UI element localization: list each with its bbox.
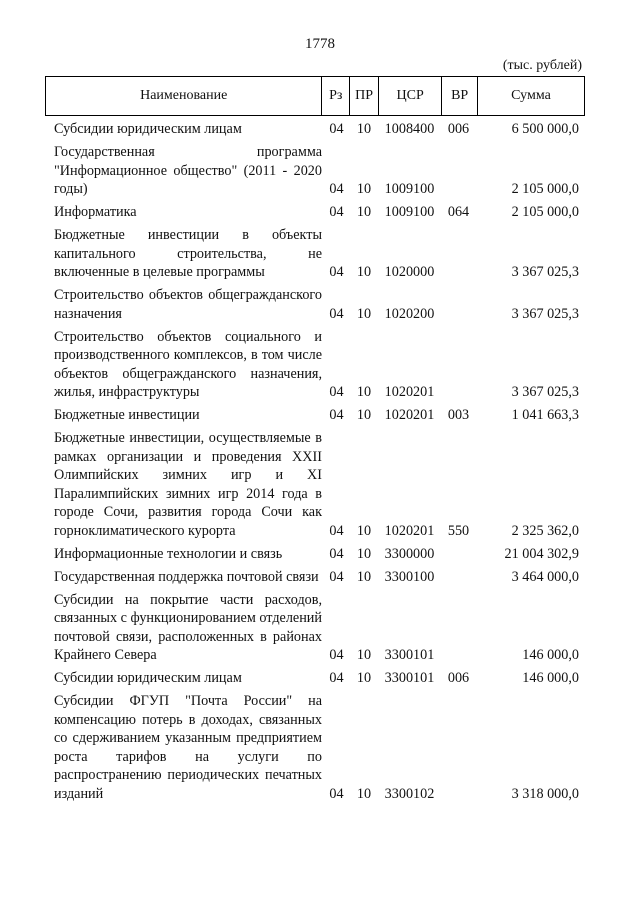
table-row <box>45 545 585 564</box>
row-pr: 10 <box>356 121 372 137</box>
header-csr: ЦСР <box>378 77 441 115</box>
row-name: Государственная поддержка почтовой связи <box>54 568 319 585</box>
row-pr: 10 <box>356 545 372 562</box>
row-vr: 003 <box>447 407 470 423</box>
row-rz: 04 <box>329 647 344 663</box>
header-name: Наименование <box>140 88 228 103</box>
row-rz: 04 <box>329 121 344 137</box>
row-csr: 3300000 <box>384 545 435 562</box>
row-sum: 6 500 000,0 <box>511 121 579 137</box>
row-pr: 10 <box>356 384 372 400</box>
row-name: Бюджетные инвестиции, осуществляемые в рамках организации и проведения XXII Олимпийских зимних игр и XI Паралимпийских зимних игр 2014 года в городе Сочи, развития города Сочи как горноклиматического курорта <box>54 430 322 539</box>
row-sum: 21 004 302,9 <box>504 545 579 562</box>
header-vr: ВР <box>441 77 477 115</box>
row-name: Субсидии ФГУП "Почта России" на компенсацию потерь в доходах, связанных со сдерживанием указанным предприятием роста тарифов на услуги по распространению периодических печатных изданий <box>54 693 322 802</box>
row-pr: 10 <box>356 522 372 539</box>
row-sum: 2 325 362,0 <box>511 522 579 539</box>
table-row <box>45 406 585 425</box>
budget-table <box>45 76 585 808</box>
row-rz: 04 <box>329 522 344 539</box>
table-row <box>45 591 585 665</box>
header-sum: Сумма <box>477 77 584 115</box>
row-pr: 10 <box>356 264 372 280</box>
row-csr: 1008400 <box>384 121 435 137</box>
table-row <box>45 692 585 803</box>
row-rz: 04 <box>329 384 344 400</box>
units-note: (тыс. рублей) <box>502 58 582 73</box>
row-csr: 1020201 <box>384 407 435 423</box>
row-csr: 1009100 <box>384 181 435 197</box>
row-sum: 2 105 000,0 <box>511 181 579 197</box>
row-rz: 04 <box>329 545 344 562</box>
row-csr: 1020201 <box>384 384 435 400</box>
row-pr: 10 <box>356 305 372 322</box>
row-name: Информационные технологии и связь <box>54 545 283 562</box>
row-rz: 04 <box>329 264 344 280</box>
header-pr: ПР <box>349 77 378 115</box>
row-rz: 04 <box>329 568 344 585</box>
row-vr: 006 <box>447 670 470 686</box>
row-pr: 10 <box>356 407 372 423</box>
row-csr: 3300101 <box>384 647 435 663</box>
row-sum: 3 367 025,3 <box>511 305 579 322</box>
row-rz: 04 <box>329 407 344 423</box>
table-row <box>45 286 585 323</box>
row-rz: 04 <box>329 305 344 322</box>
row-name: Строительство объектов социального и производственного комплексов, в том числе объектов общегражданского назначения, жилья, инфраструктуры <box>54 328 322 400</box>
row-csr: 1020201 <box>384 522 435 539</box>
row-name: Субсидии юридическим лицам <box>54 121 242 137</box>
row-vr: 006 <box>447 121 470 137</box>
row-csr: 3300102 <box>384 785 435 802</box>
row-sum: 2 105 000,0 <box>511 204 579 220</box>
row-vr: 550 <box>447 522 470 539</box>
table-body <box>45 120 585 803</box>
row-csr: 1020000 <box>384 264 435 280</box>
row-sum: 1 041 663,3 <box>511 407 579 423</box>
table-row <box>45 429 585 540</box>
row-sum: 3 367 025,3 <box>511 384 579 400</box>
row-pr: 10 <box>356 181 372 197</box>
header-rz: Рз <box>321 77 349 115</box>
table-row <box>45 120 585 139</box>
row-name: Информатика <box>54 204 137 220</box>
table-row <box>45 328 585 402</box>
row-name: Строительство объектов общегражданского назначения <box>54 287 322 322</box>
row-csr: 3300100 <box>384 568 435 585</box>
table-row <box>45 669 585 688</box>
row-csr: 1020200 <box>384 305 435 322</box>
row-name: Субсидии юридическим лицам <box>54 670 242 686</box>
row-vr: 064 <box>447 204 470 220</box>
row-rz: 04 <box>329 670 344 686</box>
row-rz: 04 <box>329 785 344 802</box>
row-rz: 04 <box>329 204 344 220</box>
row-name: Бюджетные инвестиции в объекты капитального строительства, не включенные в целевые программы <box>54 227 322 280</box>
table-header <box>45 76 585 116</box>
row-pr: 10 <box>356 785 372 802</box>
row-csr: 3300101 <box>384 670 435 686</box>
row-pr: 10 <box>356 204 372 220</box>
row-sum: 3 464 000,0 <box>511 568 579 585</box>
row-rz: 04 <box>329 181 344 197</box>
row-pr: 10 <box>356 670 372 686</box>
table-row <box>45 203 585 222</box>
table-row <box>45 143 585 199</box>
row-sum: 146 000,0 <box>522 670 579 686</box>
row-pr: 10 <box>356 568 372 585</box>
table-row <box>45 226 585 282</box>
row-sum: 3 367 025,3 <box>511 264 579 280</box>
row-csr: 1009100 <box>384 204 435 220</box>
table-row <box>45 568 585 587</box>
row-sum: 3 318 000,0 <box>511 785 579 802</box>
row-name: Бюджетные инвестиции <box>54 407 200 423</box>
page-number: 1778 <box>305 36 335 52</box>
row-sum: 146 000,0 <box>522 647 579 663</box>
row-name: Субсидии на покрытие части расходов, связанных с функционированием отделений почтовой связи, расположенных в районах Крайнего Севера <box>54 591 322 663</box>
row-name: Государственная программа "Информационное общество" (2011 - 2020 годы) <box>54 144 322 197</box>
row-pr: 10 <box>356 647 372 663</box>
